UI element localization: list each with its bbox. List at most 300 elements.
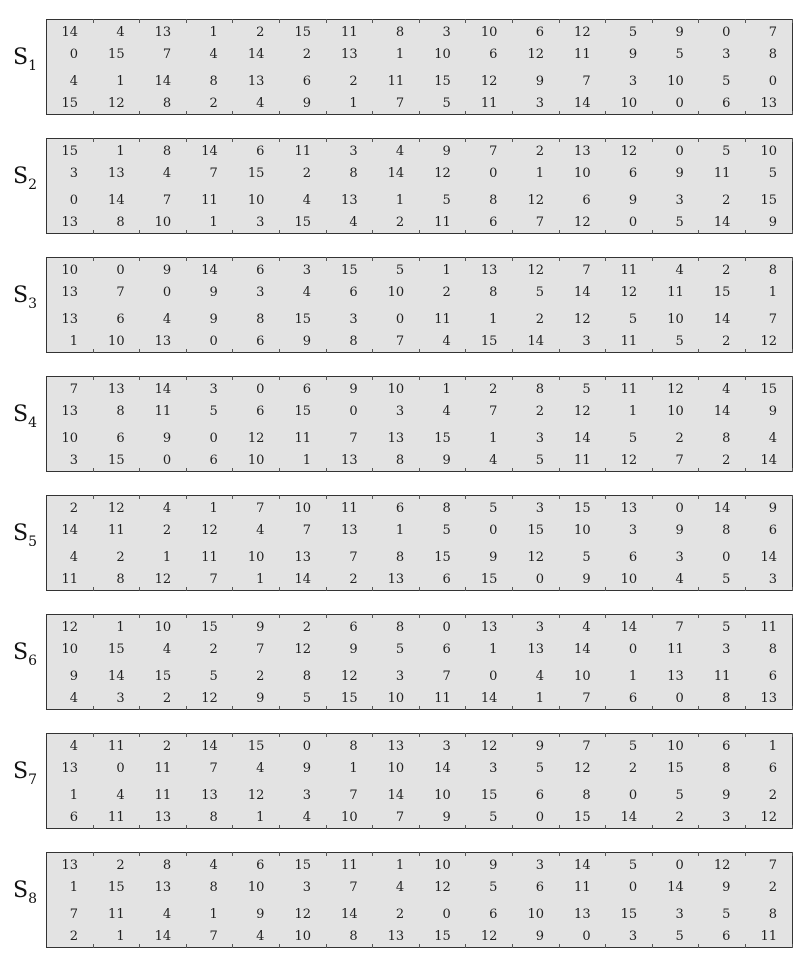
sbox-cell: 12: [154, 572, 172, 587]
sbox-cell: 14: [154, 74, 172, 89]
sbox-cell: 11: [61, 572, 78, 587]
sbox-cell: 11: [154, 404, 172, 419]
column-tick: [559, 852, 560, 856]
sbox-table: [46, 138, 793, 234]
sbox-cell: 2: [349, 572, 358, 587]
column-tick: [605, 852, 606, 856]
sbox-cell: 15: [294, 215, 311, 230]
sbox-cell: 13: [620, 501, 638, 516]
column-tick: [698, 376, 699, 380]
sbox-cell: 0: [675, 144, 684, 159]
sbox-cell: 13: [61, 312, 78, 327]
column-tick: [139, 852, 140, 856]
sbox-cell: 11: [620, 263, 638, 278]
sbox-cell: 13: [61, 404, 78, 419]
sbox-cell: 8: [162, 96, 172, 111]
sbox-cell: 0: [535, 810, 544, 825]
column-tick: [372, 852, 373, 856]
sbox-cell: 8: [768, 263, 777, 278]
sbox-cell: 13: [61, 858, 78, 873]
sbox-cell: 2: [162, 739, 172, 754]
sbox-cell: 15: [760, 382, 777, 397]
column-tick: [792, 111, 793, 115]
sbox-cell: 11: [620, 334, 638, 349]
column-tick: [512, 19, 513, 23]
sbox-cell: 3: [768, 572, 777, 587]
sbox-cell: 14: [480, 691, 498, 706]
column-tick: [279, 138, 280, 142]
sbox-cell: 9: [302, 96, 311, 111]
sbox-cell: 14: [667, 880, 684, 895]
sbox-cell: 6: [256, 263, 265, 278]
sbox-cell: 13: [387, 739, 405, 754]
sbox-cell: 4: [69, 550, 78, 565]
sbox-cell: 4: [768, 431, 777, 446]
sbox-cell: 15: [480, 788, 498, 803]
sbox-cell: 1: [628, 404, 638, 419]
sbox-cell: 0: [395, 312, 405, 327]
sbox-cell: 5: [442, 193, 451, 208]
column-tick: [139, 138, 140, 142]
sbox-cell: 10: [341, 810, 358, 825]
column-tick: [698, 852, 699, 856]
sbox-cell: 3: [489, 761, 498, 776]
column-tick: [559, 614, 560, 618]
sbox-cell: 7: [256, 501, 265, 516]
column-tick: [139, 257, 140, 261]
column-tick: [372, 138, 373, 142]
column-tick: [465, 852, 466, 856]
column-tick: [792, 495, 793, 499]
sbox-cell: 1: [116, 144, 125, 159]
sbox-cell: 15: [108, 642, 125, 657]
sbox-cell: 6: [116, 312, 125, 327]
sbox-cell: 1: [489, 431, 498, 446]
sbox-cell: 0: [768, 74, 777, 89]
sbox-cell: 3: [256, 215, 265, 230]
sbox-cell: 0: [489, 166, 498, 181]
sbox-cell: 15: [713, 285, 731, 300]
sbox-cell: 3: [395, 404, 405, 419]
sbox-cell: 14: [387, 788, 405, 803]
column-tick: [698, 19, 699, 23]
sbox-cell: 14: [294, 572, 311, 587]
sbox-cell: 14: [574, 431, 591, 446]
sbox-cell: 2: [69, 501, 78, 516]
column-tick: [326, 852, 327, 856]
sbox-cell: 9: [675, 523, 684, 538]
sbox-cell: 7: [582, 691, 591, 706]
column-tick: [512, 257, 513, 261]
sbox-cell: 11: [760, 620, 777, 635]
sbox-cell: 10: [620, 96, 638, 111]
sbox-label: [13, 523, 37, 549]
sbox-cell: 14: [108, 669, 125, 684]
sbox-cell: 1: [395, 858, 405, 873]
sbox-cell: 10: [387, 691, 405, 706]
sbox-cell: 9: [768, 404, 777, 419]
sbox-cell: 4: [209, 858, 218, 873]
column-tick: [279, 852, 280, 856]
sbox-cell: 2: [209, 96, 218, 111]
sbox-cell: 8: [349, 166, 358, 181]
sbox-cell: 3: [628, 74, 638, 89]
sbox-label: [13, 47, 37, 73]
sbox-cell: 1: [395, 523, 405, 538]
column-tick: [186, 733, 187, 737]
column-tick: [232, 19, 233, 23]
column-tick: [326, 733, 327, 737]
sbox-cell: 5: [489, 810, 498, 825]
sbox-cell: 12: [294, 642, 311, 657]
sbox-cell: 4: [69, 739, 78, 754]
sbox-cell: 12: [620, 285, 638, 300]
sbox-cell: 13: [154, 880, 172, 895]
sbox-cell: 12: [434, 166, 451, 181]
sbox-cell: 15: [247, 166, 265, 181]
column-tick: [93, 852, 94, 856]
sbox-cell: 4: [535, 669, 544, 684]
sbox-cell: 1: [116, 620, 125, 635]
column-tick: [465, 733, 466, 737]
sbox-cell: 7: [768, 858, 777, 873]
sbox-label-index: 7: [28, 772, 37, 788]
sbox-cell: 0: [722, 550, 731, 565]
column-tick: [605, 614, 606, 618]
sbox-cell: 3: [722, 47, 731, 62]
sbox-cell: 7: [162, 193, 172, 208]
sbox-cell: 9: [256, 620, 265, 635]
sbox-cell: 11: [108, 523, 125, 538]
column-tick: [419, 257, 420, 261]
sbox-cell: 12: [713, 858, 731, 873]
sbox-cell: 2: [722, 453, 731, 468]
sbox-cell: 12: [620, 144, 638, 159]
sbox-cell: 4: [395, 880, 405, 895]
sbox-cell: 7: [489, 404, 498, 419]
column-tick: [652, 614, 653, 618]
sbox-cell: 7: [768, 312, 777, 327]
sbox-cell: 4: [395, 144, 405, 159]
sbox-cell: 7: [582, 74, 591, 89]
sbox-cell: 5: [535, 761, 544, 776]
sbox-cell: 6: [722, 739, 731, 754]
sbox-cell: 15: [480, 334, 498, 349]
sbox-cell: 14: [713, 215, 731, 230]
sbox-cell: 10: [61, 431, 78, 446]
sbox-label: [13, 880, 37, 906]
sbox-cell: 1: [116, 929, 125, 944]
sbox-cell: 10: [154, 620, 172, 635]
column-tick: [139, 733, 140, 737]
sbox-cell: 14: [760, 453, 777, 468]
column-tick: [559, 733, 560, 737]
sbox-cell: 15: [480, 572, 498, 587]
sbox-cell: 2: [256, 25, 265, 40]
sbox-block: [0, 138, 812, 234]
sbox-cell: 2: [395, 215, 405, 230]
sbox-cell: 10: [667, 312, 684, 327]
sbox-cell: 12: [108, 96, 125, 111]
sbox-cell: 15: [294, 404, 311, 419]
column-tick: [232, 257, 233, 261]
sbox-cell: 7: [349, 880, 358, 895]
sbox-cell: 13: [247, 74, 265, 89]
column-tick: [465, 138, 466, 142]
column-tick: [419, 376, 420, 380]
column-tick: [792, 349, 793, 353]
sbox-cell: 13: [387, 929, 405, 944]
sbox-cell: 1: [442, 382, 451, 397]
sbox-cell: 1: [69, 880, 78, 895]
sbox-cell: 7: [116, 285, 125, 300]
sbox-cell: 13: [154, 25, 172, 40]
sbox-cell: 5: [628, 858, 638, 873]
column-tick: [419, 138, 420, 142]
sbox-cell: 8: [395, 620, 405, 635]
sbox-cell: 7: [395, 96, 405, 111]
sbox-cell: 1: [256, 572, 265, 587]
sbox-cell: 5: [722, 74, 731, 89]
sbox-cell: 10: [247, 880, 265, 895]
sbox-cell: 5: [628, 431, 638, 446]
sbox-cell: 5: [722, 907, 731, 922]
sbox-cell: 3: [722, 810, 731, 825]
sbox-cell: 0: [582, 929, 591, 944]
sbox-cell: 6: [768, 761, 777, 776]
sbox-cell: 4: [209, 47, 218, 62]
sbox-cell: 7: [442, 669, 451, 684]
sbox-cell: 15: [108, 47, 125, 62]
sbox-cell: 0: [209, 334, 218, 349]
sbox-cell: 11: [713, 166, 731, 181]
sbox-cell: 9: [302, 334, 311, 349]
sbox-cell: 11: [294, 144, 311, 159]
sbox-table: [46, 495, 793, 591]
sbox-cell: 2: [675, 810, 684, 825]
sbox-cell: 5: [442, 523, 451, 538]
column-tick: [465, 376, 466, 380]
sbox-cell: 2: [395, 907, 405, 922]
sbox-cell: 9: [768, 501, 777, 516]
sbox-cell: 8: [722, 431, 731, 446]
sbox-cell: 1: [442, 263, 451, 278]
column-tick: [745, 257, 746, 261]
sbox-cell: 10: [574, 523, 591, 538]
sbox-cell: 15: [61, 96, 78, 111]
sbox-cell: 2: [302, 166, 311, 181]
sbox-cell: 5: [722, 144, 731, 159]
sbox-cell: 1: [69, 334, 78, 349]
column-tick: [465, 614, 466, 618]
column-tick: [279, 495, 280, 499]
sbox-cell: 14: [713, 404, 731, 419]
sbox-cell: 15: [294, 858, 311, 873]
sbox-cell: 4: [675, 263, 684, 278]
sbox-cell: 7: [768, 25, 777, 40]
sbox-cell: 8: [722, 691, 731, 706]
sbox-cell: 8: [209, 74, 218, 89]
sbox-cell: 9: [349, 382, 358, 397]
sbox-cell: 11: [154, 788, 172, 803]
sbox-cell: 3: [582, 334, 591, 349]
sbox-cell: 9: [768, 215, 777, 230]
sbox-cell: 8: [489, 285, 498, 300]
sbox-cell: 14: [574, 285, 591, 300]
sbox-cell: 11: [201, 550, 218, 565]
sbox-cell: 7: [395, 334, 405, 349]
column-tick: [419, 852, 420, 856]
sbox-cell: 0: [302, 739, 311, 754]
sbox-cell: 8: [442, 501, 451, 516]
sbox-cell: 13: [760, 96, 777, 111]
sbox-cell: 6: [722, 96, 731, 111]
sbox-cell: 9: [162, 431, 172, 446]
column-tick: [512, 376, 513, 380]
sbox-cell: 1: [395, 47, 405, 62]
sbox-cell: 14: [574, 858, 591, 873]
sbox-cell: 8: [768, 47, 777, 62]
sbox-label: [13, 285, 37, 311]
sbox-block: [0, 257, 812, 353]
sbox-cell: 6: [256, 144, 265, 159]
sbox-cell: 13: [480, 620, 498, 635]
column-tick: [745, 495, 746, 499]
sbox-cell: 12: [527, 47, 544, 62]
sbox-cell: 4: [256, 929, 265, 944]
column-tick: [792, 376, 793, 380]
column-tick: [512, 852, 513, 856]
column-tick: [232, 495, 233, 499]
sbox-cell: 5: [675, 334, 684, 349]
sbox-cell: 15: [760, 193, 777, 208]
sbox-cell: 2: [628, 761, 638, 776]
sbox-cell: 8: [162, 858, 172, 873]
sbox-cell: 11: [480, 96, 498, 111]
column-tick: [326, 19, 327, 23]
sbox-cell: 4: [69, 691, 78, 706]
sbox-cell: 13: [341, 193, 358, 208]
sbox-cell: 2: [162, 523, 172, 538]
sbox-cell: 3: [628, 523, 638, 538]
sbox-cell: 14: [574, 642, 591, 657]
column-tick: [512, 733, 513, 737]
sbox-cell: 3: [256, 285, 265, 300]
sbox-cell: 1: [768, 739, 777, 754]
sbox-cell: 0: [628, 642, 638, 657]
sbox-cell: 13: [61, 215, 78, 230]
sbox-cell: 14: [201, 263, 218, 278]
sbox-cell: 15: [434, 550, 451, 565]
column-tick: [232, 376, 233, 380]
sbox-cell: 1: [489, 312, 498, 327]
sbox-cell: 0: [675, 96, 684, 111]
sbox-cell: 7: [582, 263, 591, 278]
sbox-cell: 1: [162, 550, 172, 565]
sbox-cell: 9: [69, 669, 78, 684]
column-tick: [792, 852, 793, 856]
sbox-cell: 9: [442, 453, 451, 468]
sbox-cell: 15: [247, 739, 265, 754]
sbox-cell: 2: [349, 74, 358, 89]
sbox-cell: 7: [675, 620, 684, 635]
column-tick: [93, 733, 94, 737]
column-tick: [93, 19, 94, 23]
sbox-cell: 15: [154, 669, 172, 684]
column-tick: [232, 852, 233, 856]
column-tick: [186, 495, 187, 499]
sbox-cell: 13: [154, 810, 172, 825]
sbox-cell: 3: [535, 501, 544, 516]
sbox-cell: 1: [256, 810, 265, 825]
sbox-cell: 1: [628, 669, 638, 684]
sbox-cell: 8: [116, 572, 125, 587]
sbox-cell: 3: [675, 907, 684, 922]
sbox-cell: 8: [209, 880, 218, 895]
column-tick: [93, 495, 94, 499]
column-tick: [372, 19, 373, 23]
sbox-cell: 12: [294, 907, 311, 922]
sbox-cell: 12: [480, 739, 498, 754]
column-tick: [559, 138, 560, 142]
column-tick: [792, 19, 793, 23]
column-tick: [279, 376, 280, 380]
sbox-block: [0, 614, 812, 710]
sbox-cell: 10: [61, 642, 78, 657]
column-tick: [93, 138, 94, 142]
sbox-cell: 4: [349, 215, 358, 230]
column-tick: [186, 852, 187, 856]
column-tick: [745, 614, 746, 618]
sbox-cell: 9: [162, 263, 172, 278]
sbox-cell: 7: [256, 642, 265, 657]
sbox-cell: 8: [722, 523, 731, 538]
column-tick: [652, 852, 653, 856]
sbox-label: [13, 404, 37, 430]
sbox-cell: 3: [535, 858, 544, 873]
column-tick: [745, 376, 746, 380]
sbox-cell: 0: [628, 880, 638, 895]
sbox-cell: 14: [387, 166, 405, 181]
sbox-label-index: 1: [28, 58, 37, 74]
sbox-cell: 2: [209, 642, 218, 657]
sbox-cell: 8: [349, 334, 358, 349]
sbox-cell: 15: [667, 761, 684, 776]
column-tick: [698, 138, 699, 142]
sbox-cell: 10: [667, 74, 684, 89]
sbox-cell: 4: [162, 907, 172, 922]
sbox-cell: 13: [341, 47, 358, 62]
sbox-cell: 9: [582, 572, 591, 587]
sbox-cell: 10: [108, 334, 125, 349]
sbox-cell: 15: [108, 453, 125, 468]
sbox-cell: 13: [108, 166, 125, 181]
sbox-cell: 11: [667, 285, 684, 300]
column-tick: [652, 138, 653, 142]
sbox-cell: 14: [247, 47, 265, 62]
column-tick: [605, 19, 606, 23]
sbox-cell: 6: [628, 550, 638, 565]
sbox-cell: 5: [675, 788, 684, 803]
sbox-table: [46, 376, 793, 472]
sbox-cell: 10: [154, 215, 172, 230]
sbox-cell: 1: [349, 761, 358, 776]
sbox-cell: 5: [768, 166, 777, 181]
sbox-cell: 2: [722, 334, 731, 349]
column-tick: [792, 587, 793, 591]
sbox-cell: 8: [209, 810, 218, 825]
sbox-cell: 0: [675, 691, 684, 706]
